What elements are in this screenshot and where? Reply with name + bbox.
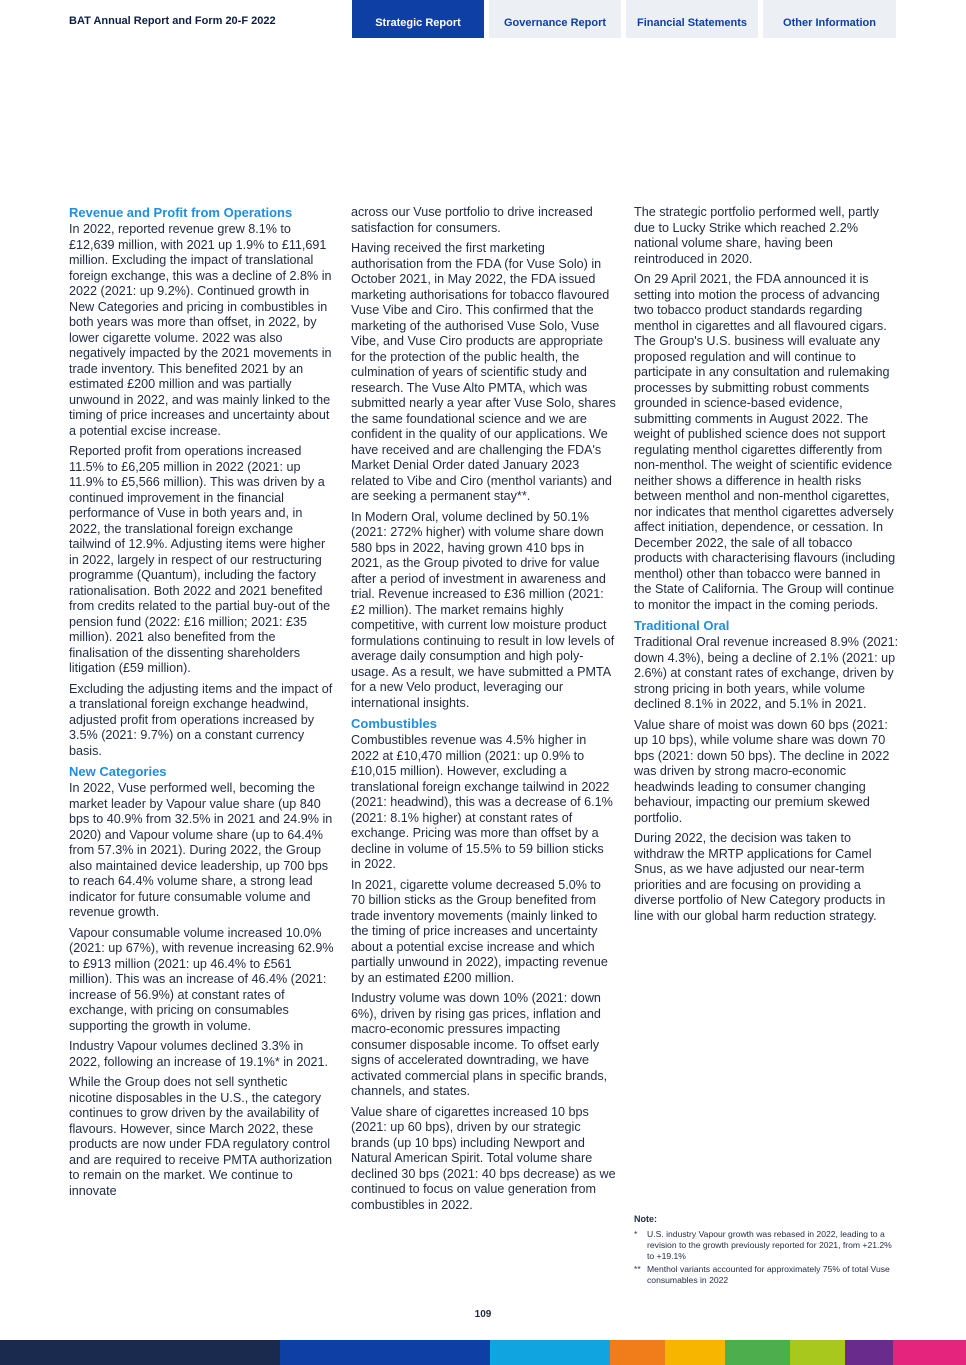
tab-governance-report[interactable]: Governance Report (489, 0, 621, 38)
paragraph: Having received the first marketing authorisation from the FDA (for Vuse Solo) in October 2021, in May 2022, the FDA issued marketing authorisations for tobacco flavoured Vuse Vibe and Ciro. This confirmed that the marketing of the authorised Vuse Solo, Vuse Vibe, and Vuse Ciro products are appropriate for the protection of the public health, the culmination of years of scientific study and research. The Vuse Alto PMTA, which was submitted nearly a year after Vuse Solo, shares the same foundational science and we are confident in the quality of our applications. We have received and are challenging the FDA's Market Denial Order dated January 2023 related to Vibe and Ciro (menthol variants) and are seeking a permanent stay**. (351, 241, 616, 503)
tab-other-information[interactable]: Other Information (763, 0, 896, 38)
paragraph: In Modern Oral, volume declined by 50.1% (2021: 272% higher) with volume share down 580 bps in 2022, having grown 410 bps in 2021, as the Group pivoted to drive for value after a period of investment in awareness and trial. Revenue increased to £36 million (2021: £2 million). The market remains highly competitive, with current low moisture product formulations continuing to result in low levels of average daily consumption and high poly-usage. As a result, we have submitted a PMTA for a new Velo product, leveraging our international insights. (351, 509, 615, 710)
paragraph: Reported profit from operations increased 11.5% to £6,205 million in 2022 (2021: up 11.9% to £5,566 million). This was driven by a continued improvement in the financial performance of Vuse in both years and, in 2022, the translational foreign exchange tailwind of 12.9%. Adjusting items were higher in 2022, largely in respect of our restructuring programme (Quantum), including the factory rationalisation. Both 2022 and 2021 benefited from credits related to the partial buy-out of the pension fund (2022: £16 million; 2021: £35 million). 2021 also benefited from the finalisation of the dissenting shareholders litigation (£59 million). (69, 444, 331, 675)
page-number: 109 (474, 1309, 492, 1320)
report-title: BAT Annual Report and Form 20-F 2022 (69, 15, 276, 27)
paragraph: Combustibles revenue was 4.5% higher in 2022 at £10,470 million (2021: up 0.9% to £10,015 million). However, excluding a translational foreign exchange tailwind in 2022 (2021: headwind), this was a decrease of 6.1% (2021: 8.1% higher) at constant rates of exchange. Pricing was more than offset by a decline in volume of 15.5% to 59 billion sticks in 2022. (351, 733, 613, 871)
paragraph: The strategic portfolio performed well, partly due to Lucky Strike which reached 2.2% national volume share, having been reintroduced in 2020. (634, 205, 879, 266)
color-band (845, 1340, 893, 1365)
paragraph: While the Group does not sell synthetic nicotine disposables in the U.S., the category continues to grow driven by the availability of flavours. However, since March 2022, these products are now under FDA regulatory control and are required to receive PMTA authorization to remain on the market. We continue to innovate (69, 1075, 332, 1198)
color-band (725, 1340, 790, 1365)
section-heading-traditional-oral: Traditional Oral (634, 618, 730, 633)
tab-financial-statements[interactable]: Financial Statements (626, 0, 758, 38)
paragraph: Value share of moist was down 60 bps (2021: up 10 bps), while volume share was down 70 bps (2021: down 50 bps). The decline in 2022 was driven by strong macro-economic headwinds leading to consumer changing behaviour, impacting our premium skewed portfolio. (634, 717, 890, 825)
paragraph: During 2022, the decision was taken to withdraw the MRTP applications for Camel Snus, as we have adjusted our near-term priorities and are focusing on providing a diverse portfolio of New Category products in line with our global harm reduction strategy. (634, 831, 886, 923)
text-column-3 (634, 205, 899, 929)
paragraph: Industry volume was down 10% (2021: down 6%), driven by rising gas prices, inflation and macro-economic pressures impacting consumer disposable income. To offset early signs of accelerated downtrading, we have activated commercial plans in specific brands, channels, and states. (351, 991, 608, 1098)
footnote-text: Menthol variants accounted for approximately 75% of total Vuse consumables in 2022 (647, 1264, 890, 1285)
text-column-2 (351, 205, 616, 1218)
paragraph: across our Vuse portfolio to drive increased satisfaction for consumers. (351, 205, 593, 235)
footer-color-bar (0, 1340, 966, 1365)
paragraph: In 2021, cigarette volume decreased 5.0% to 70 billion sticks as the Group benefited from trade inventory movements (mainly linked to the timing of price increases and uncertainty about a potential excise increase and which partially unwound in 2022), impacting revenue by an estimated £200 million. (351, 877, 608, 985)
paragraph: Industry Vapour volumes declined 3.3% in 2022, following an increase of 19.1%* in 2021. (69, 1039, 329, 1069)
footnote-marker: * (634, 1229, 638, 1239)
color-band (893, 1340, 966, 1365)
color-band (790, 1340, 845, 1365)
footnote-marker: ** (634, 1264, 641, 1274)
color-band (0, 1340, 280, 1365)
footnote-text: U.S. industry Vapour growth was rebased in 2022, leading to a revision to the growth previously reported for 2021, from +21.2% to +19.1% (647, 1229, 892, 1261)
tab-strategic-report[interactable]: Strategic Report (352, 0, 484, 38)
paragraph: Excluding the adjusting items and the impact of a translational foreign exchange headwind, adjusted profit from operations increased by 3.5% (2021: 9.7%) on a constant currency basis. (69, 681, 333, 758)
paragraph: Vapour consumable volume increased 10.0% (2021: up 67%), with revenue increasing 62.9% to £913 million (2021: up 46.4% to £561 million). This was an increase of 46.4% (2021: increase of 56.9%) at constant rates of exchange, with pricing on consumables supporting the growth in volume. (69, 925, 334, 1033)
footnotes (634, 1214, 896, 1288)
section-heading-revenue-profit: Revenue and Profit from Operations (69, 205, 293, 220)
color-band (665, 1340, 725, 1365)
top-navigation-bar (0, 0, 966, 40)
paragraph: Value share of cigarettes increased 10 bps (2021: up 60 bps), driven by our strategic brands (up 10 bps) including Newport and Natural American Spirit. Total volume share declined 30 bps (2021: 40 bps decrease) as we continued to focus on value generation from combustibles in 2022. (351, 1104, 616, 1212)
paragraph: On 29 April 2021, the FDA announced it is setting into motion the process of advancing two tobacco product standards regarding menthol in cigarettes and all flavoured cigars. The Group's U.S. business will evaluate any proposed regulation and will continue to participate in any consultation and rulemaking processes by submitting robust comments grounded in science-based evidence, submitting comments in August 2022. The weight of published science does not support regulating menthol cigarettes differently from non-menthol. The weight of scientific evidence neither shows a difference in health risks between menthol and non-menthol cigarettes, nor indicates that menthol cigarettes adversely affect initiation, dependence, or cessation. In December 2022, the sale of all tobacco products with characterising flavours (including menthol) other than tobacco were banned in the State of California. The Group will continue to monitor the impact in the coming periods. (634, 272, 896, 612)
footnote-item (634, 1264, 896, 1286)
footnotes-heading: Note: (634, 1214, 657, 1224)
color-band (280, 1340, 490, 1365)
footnote-item (634, 1229, 896, 1262)
paragraph: In 2022, reported revenue grew 8.1% to £12,639 million, with 2021 up 1.9% to £11,691 million. Excluding the impact of translational foreign exchange, this was a decline of 2.8% in 2022 (2021: up 9.2%). Continued growth in New Categories and pricing in combustibles in both years was more than offset, in 2022, by lower cigarette volume. 2022 was also negatively impacted by the 2021 movements in trade inventory. This benefited 2021 by an estimated £200 million and was partially unwound in 2022, and was mainly linked to the timing of price increases and uncertainty about a potential excise increase. (69, 222, 332, 438)
paragraph: Traditional Oral revenue increased 8.9% (2021: down 4.3%), being a decline of 2.1% (2021: up 2.6%) at constant rates of exchange, driven by strong pricing in both years, while volume declined 8.1% in 2022, and 5.1% in 2021. (634, 635, 899, 711)
section-heading-new-categories: New Categories (69, 764, 167, 779)
color-band (610, 1340, 665, 1365)
paragraph: In 2022, Vuse performed well, becoming the market leader by Vapour value share (up 840 bps to 40.9% from 32.5% in 2021 and 24.9% in 2020) and Vapour volume share (up to 64.4% from 57.3% in 2021). During 2022, the Group also maintained device leadership, up 700 bps to reach 64.4% volume share, a strong lead indicator for future consumable volume and revenue growth. (69, 781, 333, 919)
section-heading-combustibles: Combustibles (351, 716, 437, 731)
text-column-1 (69, 205, 334, 1204)
color-band (490, 1340, 610, 1365)
